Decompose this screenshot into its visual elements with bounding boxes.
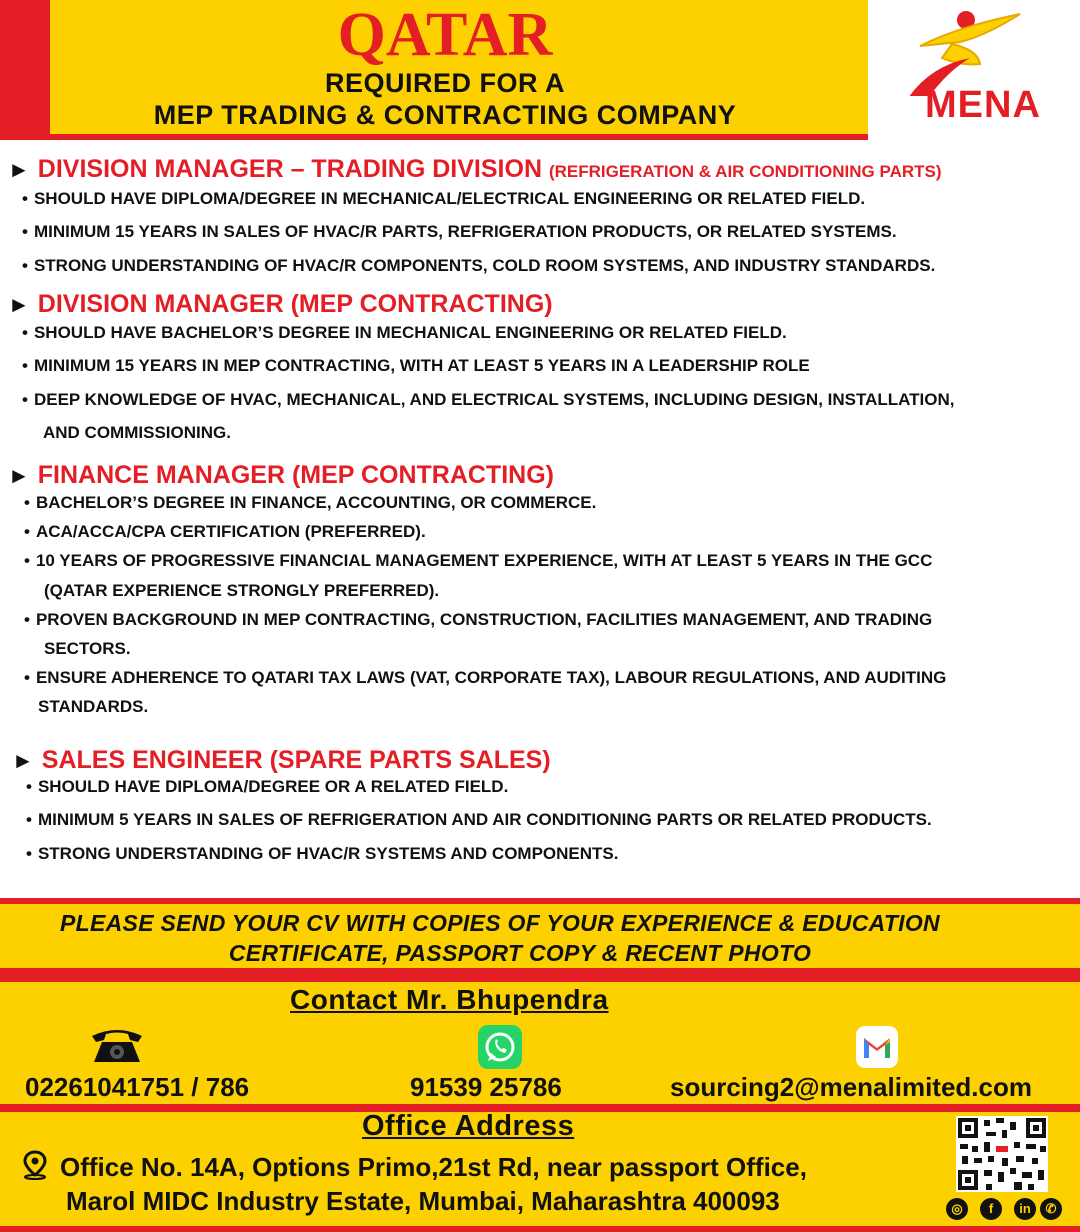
list-item: • PROVEN BACKGROUND IN MEP CONTRACTING, CONSTRUCTION, FACILITIES MANAGEMENT, AND TRADING [24,610,933,629]
arrow-icon: ► [8,463,30,488]
whatsapp-small-icon[interactable]: ✆ [1040,1198,1062,1220]
arrow-icon: ► [12,748,34,773]
address-line-1: Office No. 14A, Options Primo,21st Rd, near passport Office, [60,1152,807,1182]
phone-number[interactable]: 02261041751 / 786 [25,1072,250,1102]
job-title-3 [8,460,554,491]
job-title-text: DIVISION MANAGER (MEP CONTRACTING) [37,290,553,318]
arrow-icon: ► [8,292,30,317]
telephone-icon [88,1026,146,1064]
required-line-1: REQUIRED FOR A [324,68,565,98]
list-item: • MINIMUM 5 YEARS IN SALES OF REFRIGERATION AND AIR CONDITIONING PARTS OR RELATED PRODUCTS. [26,810,932,829]
divider [0,968,1080,982]
required-line-2: MEP TRADING & CONTRACTING COMPANY [153,100,737,130]
country-title: QATAR [337,1,553,69]
instagram-icon[interactable]: ◎ [946,1198,968,1220]
header-underline [0,134,868,140]
cv-notice-line-1: PLEASE SEND YOUR CV WITH COPIES OF YOUR EXPERIENCE & EDUCATION [60,910,940,936]
header [0,0,1080,140]
gmail-icon [856,1026,898,1068]
list-item: • ENSURE ADHERENCE TO QATARI TAX LAWS (VAT, CORPORATE TAX), LABOUR REGULATIONS, AND AUDITING [24,668,947,687]
list-item-continuation: AND COMMISSIONING. [43,423,231,442]
list-item: • SHOULD HAVE DIPLOMA/DEGREE IN MECHANICAL/ELECTRICAL ENGINEERING OR RELATED FIELD. [22,189,866,208]
list-item: • ACA/ACCA/CPA CERTIFICATION (PREFERRED). [24,522,426,541]
list-item: • SHOULD HAVE BACHELOR’S DEGREE IN MECHANICAL ENGINEERING OR RELATED FIELD. [22,323,787,342]
list-item: • 10 YEARS OF PROGRESSIVE FINANCIAL MANAGEMENT EXPERIENCE, WITH AT LEAST 5 YEARS IN THE GCC [24,551,933,570]
address-title: Office Address [362,1110,575,1142]
list-item-continuation: (QATAR EXPERIENCE STRONGLY PREFERRED). [44,581,440,600]
linkedin-icon[interactable]: in [1014,1198,1036,1220]
contact-title: Contact Mr. Bhupendra [290,984,609,1015]
list-item-continuation: STANDARDS. [38,697,149,716]
list-item: • BACHELOR’S DEGREE IN FINANCE, ACCOUNTING, OR COMMERCE. [24,493,597,512]
list-item: • DEEP KNOWLEDGE OF HVAC, MECHANICAL, AND ELECTRICAL SYSTEMS, INCLUDING DESIGN, INSTALLATION, [22,390,955,409]
divider [0,1226,1080,1232]
facebook-icon[interactable]: f [980,1198,1002,1220]
list-item: • STRONG UNDERSTANDING OF HVAC/R SYSTEMS AND COMPONENTS. [26,844,619,863]
list-item: • MINIMUM 15 YEARS IN SALES OF HVAC/R PARTS, REFRIGERATION PRODUCTS, OR RELATED SYSTEMS. [22,222,897,241]
qr-code-icon [956,1116,1048,1192]
whatsapp-number[interactable]: 91539 25786 [410,1072,562,1102]
job-title-text: SALES ENGINEER (SPARE PARTS SALES) [41,746,551,774]
job-title-2 [8,289,553,320]
job-subtitle: (REFRIGERATION & AIR CONDITIONING PARTS) [548,162,942,181]
arrow-icon: ► [8,157,30,182]
email-link[interactable]: sourcing2@menalimited.com [670,1072,1032,1102]
list-item: • STRONG UNDERSTANDING OF HVAC/R COMPONENTS, COLD ROOM SYSTEMS, AND INDUSTRY STANDARDS. [22,256,936,275]
header-red-bar [0,0,50,140]
location-pin-icon [22,1150,48,1180]
address-line-2: Marol MIDC Industry Estate, Mumbai, Maharashtra 400093 [66,1186,780,1216]
job-title-4 [12,745,551,776]
list-item: • SHOULD HAVE DIPLOMA/DEGREE OR A RELATED FIELD. [26,777,509,796]
job-title-1 [8,154,942,187]
job-title-text: FINANCE MANAGER (MEP CONTRACTING) [37,461,554,489]
whatsapp-icon [478,1025,522,1069]
logo-text: MENA [925,84,1041,126]
list-item: • MINIMUM 15 YEARS IN MEP CONTRACTING, WITH AT LEAST 5 YEARS IN A LEADERSHIP ROLE [22,356,810,375]
mena-logo [890,6,1070,126]
runner-icon [890,6,1070,96]
cv-notice-line-2: CERTIFICATE, PASSPORT COPY & RECENT PHOTO [228,940,812,966]
qr-code[interactable] [956,1116,1048,1192]
list-item-continuation: SECTORS. [44,639,131,658]
job-title-text: DIVISION MANAGER – TRADING DIVISION [37,155,542,183]
